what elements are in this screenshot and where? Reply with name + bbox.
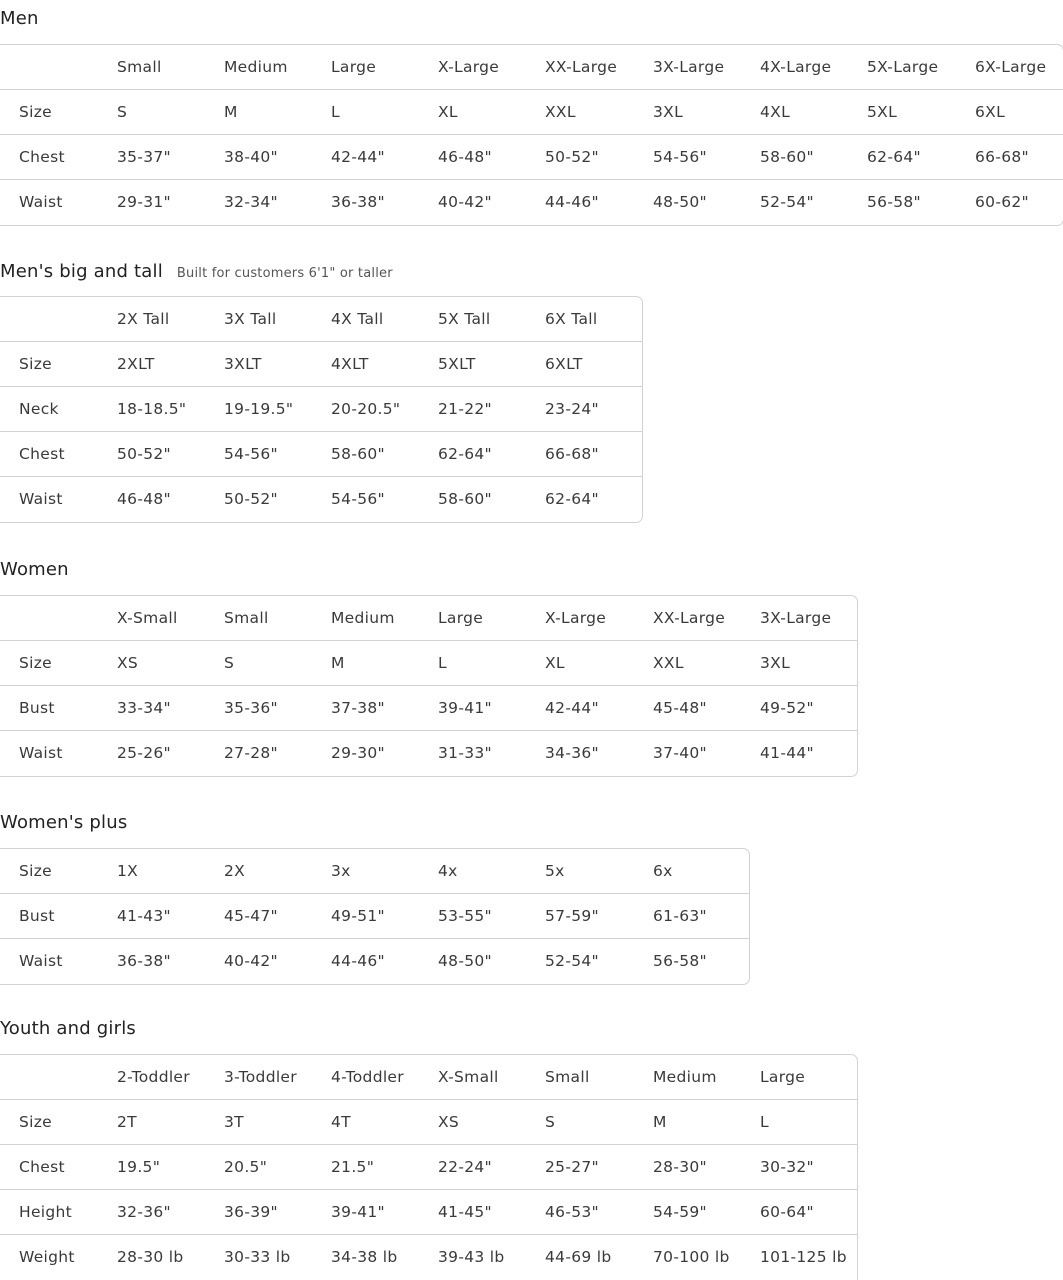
table-cell: 52-54": [545, 952, 599, 970]
table-cell: S: [117, 103, 128, 121]
table-cell: 3XL: [653, 103, 684, 121]
column-header: Medium: [653, 1068, 717, 1086]
table-cell: 28-30": [653, 1158, 707, 1176]
section-title-youth-and-girls: [0, 1018, 136, 1039]
table-cell: 46-48": [438, 148, 492, 166]
table-cell: 44-46": [331, 952, 385, 970]
table-cell: 44-69 lb: [545, 1248, 612, 1266]
table-cell: 54-56": [653, 148, 707, 166]
column-header: 3X Tall: [224, 310, 277, 328]
table-cell: XS: [117, 654, 139, 672]
table-cell: 6XLT: [545, 355, 583, 373]
column-header: 3-Toddler: [224, 1068, 297, 1086]
column-header: 6X-Large: [975, 58, 1047, 76]
row-label: Size: [19, 103, 53, 121]
row-label: Bust: [19, 699, 55, 717]
table-cell: 4XLT: [331, 355, 369, 373]
table-cell: S: [545, 1113, 556, 1131]
table-cell: 20.5": [224, 1158, 268, 1176]
size-table-youth-and-girls: [0, 1054, 858, 1280]
row-label: Chest: [19, 445, 65, 463]
table-cell: 3x: [331, 862, 351, 880]
column-header: 5X-Large: [867, 58, 939, 76]
table-row-size: [0, 641, 857, 686]
row-label: Size: [19, 862, 53, 880]
size-table-men-s-big-and-tall: [0, 296, 643, 523]
table-cell: S: [224, 654, 235, 672]
table-cell: 29-31": [117, 193, 171, 211]
table-cell: 2XLT: [117, 355, 155, 373]
table-cell: 54-56": [331, 490, 385, 508]
table-cell: 1X: [117, 862, 139, 880]
row-label: Neck: [19, 400, 59, 418]
table-cell: 20-20.5": [331, 400, 401, 418]
table-cell: L: [331, 103, 340, 121]
row-label: Size: [19, 654, 53, 672]
table-cell: 4XL: [760, 103, 791, 121]
table-row-neck: [0, 387, 642, 432]
table-cell: M: [653, 1113, 667, 1131]
table-cell: M: [331, 654, 345, 672]
table-row-size: [0, 1100, 857, 1145]
table-cell: 35-36": [224, 699, 278, 717]
table-cell: 6x: [653, 862, 673, 880]
table-cell: 2X: [224, 862, 246, 880]
row-label: Waist: [19, 490, 63, 508]
table-cell: XXL: [653, 654, 684, 672]
table-row-size: [0, 90, 1063, 135]
table-row-bust: [0, 894, 749, 939]
row-label: Size: [19, 1113, 53, 1131]
table-cell: 58-60": [760, 148, 814, 166]
table-cell: 48-50": [653, 193, 707, 211]
table-cell: 46-48": [117, 490, 171, 508]
section-title-men: [0, 8, 39, 29]
size-table-men: [0, 44, 1063, 226]
table-row-weight: [0, 1235, 857, 1280]
table-cell: 44-46": [545, 193, 599, 211]
table-row-waist: [0, 477, 642, 522]
section-title-text: Women's plus: [0, 812, 128, 833]
table-cell: 45-48": [653, 699, 707, 717]
table-cell: 5x: [545, 862, 565, 880]
table-cell: 62-64": [867, 148, 921, 166]
section-note: Built for customers 6'1" or taller: [176, 266, 393, 281]
table-cell: 34-38 lb: [331, 1248, 398, 1266]
table-row-size: [0, 342, 642, 387]
column-header: Large: [331, 58, 377, 76]
table-row-size: [0, 849, 749, 894]
table-cell: 35-37": [117, 148, 171, 166]
column-header: X-Large: [438, 58, 500, 76]
table-cell: 42-44": [331, 148, 385, 166]
table-cell: 25-26": [117, 744, 171, 762]
table-cell: 50-52": [117, 445, 171, 463]
table-cell: 5XL: [867, 103, 898, 121]
table-header-row: [0, 596, 857, 641]
table-cell: 30-32": [760, 1158, 814, 1176]
column-header: XX-Large: [545, 58, 618, 76]
table-cell: 62-64": [545, 490, 599, 508]
table-cell: 60-62": [975, 193, 1029, 211]
table-cell: 70-100 lb: [653, 1248, 730, 1266]
row-label: Height: [19, 1203, 73, 1221]
table-cell: 66-68": [545, 445, 599, 463]
size-table-women-s-plus: [0, 848, 750, 985]
size-table-women: [0, 595, 858, 777]
table-cell: 61-63": [653, 907, 707, 925]
table-cell: 39-41": [438, 699, 492, 717]
table-cell: 50-52": [545, 148, 599, 166]
table-cell: 4T: [331, 1113, 351, 1131]
table-cell: 36-38": [331, 193, 385, 211]
table-cell: 28-30 lb: [117, 1248, 184, 1266]
row-label: Waist: [19, 952, 63, 970]
table-cell: 40-42": [224, 952, 278, 970]
table-cell: 21.5": [331, 1158, 375, 1176]
table-cell: 56-58": [653, 952, 707, 970]
column-header: 6X Tall: [545, 310, 598, 328]
table-cell: 52-54": [760, 193, 814, 211]
table-cell: XL: [545, 654, 565, 672]
row-label: Chest: [19, 1158, 65, 1176]
table-cell: 19-19.5": [224, 400, 294, 418]
section-title-text: Youth and girls: [0, 1018, 137, 1039]
column-header: Small: [224, 609, 269, 627]
table-cell: 56-58": [867, 193, 921, 211]
section-title-text: Men's big and tall: [0, 261, 163, 282]
column-header: 3X-Large: [760, 609, 832, 627]
section-title-women-s-plus: [0, 812, 127, 833]
table-cell: 23-24": [545, 400, 599, 418]
table-cell: 58-60": [331, 445, 385, 463]
table-row-chest: [0, 1145, 857, 1190]
section-title-men-s-big-and-tall: [0, 261, 393, 282]
table-cell: 27-28": [224, 744, 278, 762]
table-cell: 41-43": [117, 907, 171, 925]
table-cell: 49-52": [760, 699, 814, 717]
table-cell: 19.5": [117, 1158, 161, 1176]
table-cell: 25-27": [545, 1158, 599, 1176]
row-label: Waist: [19, 193, 63, 211]
table-cell: XS: [438, 1113, 460, 1131]
table-cell: L: [438, 654, 447, 672]
table-cell: 4x: [438, 862, 458, 880]
column-header: 4X-Large: [760, 58, 832, 76]
table-cell: XL: [438, 103, 458, 121]
column-header: 5X Tall: [438, 310, 491, 328]
table-cell: 42-44": [545, 699, 599, 717]
section-title-women: [0, 559, 69, 580]
column-header: Small: [117, 58, 162, 76]
table-row-waist: [0, 180, 1063, 225]
row-label: Bust: [19, 907, 55, 925]
table-header-row: [0, 297, 642, 342]
table-cell: 62-64": [438, 445, 492, 463]
table-cell: XXL: [545, 103, 576, 121]
table-row-chest: [0, 135, 1063, 180]
table-cell: 49-51": [331, 907, 385, 925]
table-cell: 50-52": [224, 490, 278, 508]
column-header: 4X Tall: [331, 310, 384, 328]
table-cell: 2T: [117, 1113, 137, 1131]
table-header-row: [0, 1055, 857, 1100]
table-cell: 36-38": [117, 952, 171, 970]
column-header: 2X Tall: [117, 310, 170, 328]
column-header: X-Small: [117, 609, 178, 627]
table-cell: 101-125 lb: [760, 1248, 847, 1266]
table-cell: 31-33": [438, 744, 492, 762]
table-cell: M: [224, 103, 238, 121]
table-cell: 57-59": [545, 907, 599, 925]
table-cell: 66-68": [975, 148, 1029, 166]
column-header: 3X-Large: [653, 58, 725, 76]
row-label: Chest: [19, 148, 65, 166]
table-cell: 46-53": [545, 1203, 599, 1221]
column-header: 2-Toddler: [117, 1068, 190, 1086]
column-header: Large: [760, 1068, 806, 1086]
table-cell: 33-34": [117, 699, 171, 717]
column-header: X-Small: [438, 1068, 499, 1086]
table-cell: 41-45": [438, 1203, 492, 1221]
table-row-chest: [0, 432, 642, 477]
table-cell: 3T: [224, 1113, 244, 1131]
table-header-row: [0, 45, 1063, 90]
column-header: Medium: [331, 609, 395, 627]
table-cell: 54-56": [224, 445, 278, 463]
table-row-waist: [0, 731, 857, 776]
table-cell: 22-24": [438, 1158, 492, 1176]
table-cell: 37-38": [331, 699, 385, 717]
table-cell: 58-60": [438, 490, 492, 508]
table-cell: 3XL: [760, 654, 791, 672]
column-header: 4-Toddler: [331, 1068, 404, 1086]
table-cell: 3XLT: [224, 355, 262, 373]
table-cell: 29-30": [331, 744, 385, 762]
row-label: Waist: [19, 744, 63, 762]
row-label: Weight: [19, 1248, 75, 1266]
table-cell: 39-43 lb: [438, 1248, 505, 1266]
table-cell: 6XL: [975, 103, 1006, 121]
table-cell: 32-34": [224, 193, 278, 211]
table-row-bust: [0, 686, 857, 731]
table-cell: 45-47": [224, 907, 278, 925]
table-cell: L: [760, 1113, 769, 1131]
table-row-height: [0, 1190, 857, 1235]
column-header: XX-Large: [653, 609, 726, 627]
row-label: Size: [19, 355, 53, 373]
table-row-waist: [0, 939, 749, 984]
table-cell: 41-44": [760, 744, 814, 762]
table-cell: 40-42": [438, 193, 492, 211]
table-cell: 53-55": [438, 907, 492, 925]
column-header: Medium: [224, 58, 288, 76]
section-title-text: Men: [0, 8, 39, 29]
column-header: X-Large: [545, 609, 607, 627]
column-header: Large: [438, 609, 484, 627]
table-cell: 48-50": [438, 952, 492, 970]
table-cell: 34-36": [545, 744, 599, 762]
table-cell: 32-36": [117, 1203, 171, 1221]
table-cell: 54-59": [653, 1203, 707, 1221]
table-cell: 30-33 lb: [224, 1248, 291, 1266]
section-title-text: Women: [0, 559, 69, 580]
table-cell: 5XLT: [438, 355, 476, 373]
table-cell: 21-22": [438, 400, 492, 418]
table-cell: 37-40": [653, 744, 707, 762]
table-cell: 60-64": [760, 1203, 814, 1221]
column-header: Small: [545, 1068, 590, 1086]
table-cell: 39-41": [331, 1203, 385, 1221]
table-cell: 38-40": [224, 148, 278, 166]
table-cell: 18-18.5": [117, 400, 187, 418]
table-cell: 36-39": [224, 1203, 278, 1221]
